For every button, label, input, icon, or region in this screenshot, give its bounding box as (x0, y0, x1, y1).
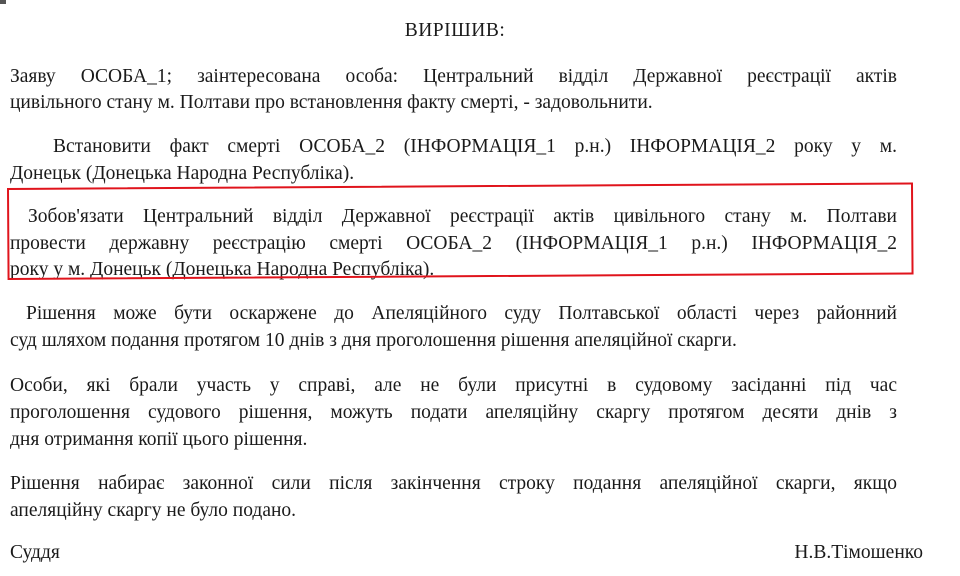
paragraph-1-line-1: Заяву ОСОБА_1; заінтересована особа: Центральний відділ Державної реєстрації актів (10, 66, 897, 87)
paragraph-5-line-1: Особи, які брали участь у справі, але не були присутні в судовому засіданні під час (10, 375, 897, 396)
judge-name: Н.В.Тімошенко (794, 542, 923, 563)
paragraph-2-line-1: Встановити факт смерті ОСОБА_2 (ІНФОРМАЦІЯ_1 р.н.) ІНФОРМАЦІЯ_2 року у м. (53, 136, 897, 157)
paragraph-4-line-2: суд шляхом подання протягом 10 днів з дня проголошення рішення апеляційної скарги. (10, 330, 737, 351)
judge-role-label: Суддя (10, 542, 60, 563)
paragraph-4-line-1: Рішення може бути оскаржене до Апеляційного суду Полтавської області через районний (26, 303, 897, 324)
paragraph-3-line-2: провести державну реєстрацію смерті ОСОБА_2 (ІНФОРМАЦІЯ_1 р.н.) ІНФОРМАЦІЯ_2 (10, 233, 897, 254)
red-highlight-box (7, 182, 914, 280)
paragraph-3-line-1: Зобов'язати Центральний відділ Державної реєстрації актів цивільного стану м. Полтави (28, 206, 897, 227)
paragraph-6-line-2: апеляційну скаргу не було подано. (10, 500, 297, 521)
paragraph-1-line-2: цивільного стану м. Полтави про встановлення факту смерті, - задовольнити. (10, 92, 653, 113)
paragraph-5-line-3: дня отримання копії цього рішення. (10, 429, 308, 450)
corner-mark (0, 0, 6, 4)
paragraph-3-line-3: року у м. Донецьк (Донецька Народна Республіка). (10, 259, 435, 280)
decision-heading: ВИРІШИВ: (404, 20, 506, 41)
paragraph-2-line-2: Донецьк (Донецька Народна Республіка). (10, 163, 355, 184)
paragraph-6-line-1: Рішення набирає законної сили після закінчення строку подання апеляційної скарги, якщо (10, 473, 897, 494)
paragraph-5-line-2: проголошення судового рішення, можуть подати апеляційну скаргу протягом десяти днів з (10, 402, 897, 423)
